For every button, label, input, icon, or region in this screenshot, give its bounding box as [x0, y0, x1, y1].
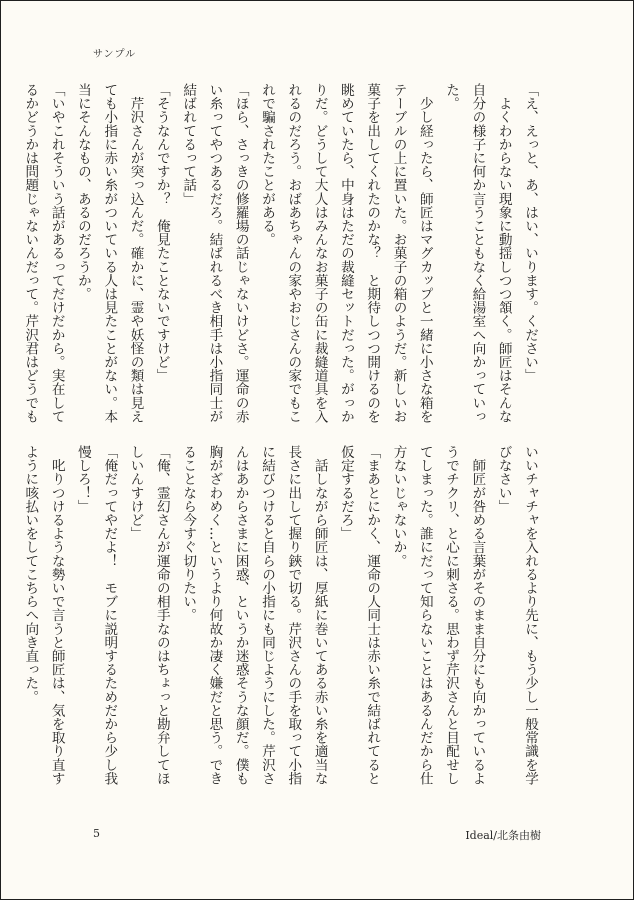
text-line: れるのだろう。おばあちゃんの家やおじさんの家でもこ	[285, 83, 302, 423]
text-line: るかどうかは問題じゃないんだって。芹沢君はどうでも	[22, 83, 39, 423]
text-line: 「俺だってやだよ！ モブに説明するためだから少し我	[101, 445, 118, 785]
text-line: 叱りつけるような勢いで言うと師匠は、気を取り直す	[48, 445, 65, 785]
text-line: に結びつけると自らの小指にも同じようにした。芹沢さ	[259, 445, 276, 785]
text-line: テーブルの上に置いた。お菓子の箱のようだ。新しいお	[390, 83, 407, 423]
page-number: 5	[93, 827, 100, 840]
text-line: 話しながら師匠は、厚紙に巻いてある赤い糸を適当な	[311, 445, 328, 785]
text-line: 師匠が咎める言葉がそのまま自分にも向かっているよ	[469, 445, 486, 785]
text-line: 方ないじゃないか。	[390, 445, 407, 568]
text-line: 慢しろ！」	[74, 445, 91, 513]
text-line: びなさい」	[495, 445, 512, 513]
text-line: 長さに出して握り鋏で切る。芹沢さんの手を取って小指	[285, 445, 302, 785]
text-line: 仮定するだろ」	[337, 445, 354, 541]
body-text-upper	[22, 83, 543, 433]
text-line: よくわからない現象に動揺しつつ頷く。師匠はそんな	[495, 83, 512, 423]
text-line: 「いやこれそういう話があるってだけだから。実在して	[48, 83, 65, 423]
text-line: た。	[443, 83, 460, 111]
text-line: ても小指に赤い糸がついている人は見たことがない。本	[101, 83, 118, 423]
text-line: 菓子を出してくれたのかな？ と期待しつつ開けるのを	[364, 83, 381, 423]
text-line: んはあからさまに困惑、というか迷惑そうな顔だ。僕も	[232, 445, 249, 785]
text-line: 眺めていたら、中身はただの裁縫セットだった。がっか	[337, 83, 354, 423]
text-line: ることなら今すぐ切りたい。	[180, 445, 197, 622]
text-line: 芹沢さんが突っ込んだ。確かに、霊や妖怪の類は見え	[127, 83, 144, 423]
text-line: 自分の様子に何か言うこともなく給湯室へ向かっていっ	[469, 83, 486, 423]
text-line: いいチャチャを入れるより先に、もう少し一般常識を学	[522, 445, 538, 785]
author-credit: Ideal/北条由樹	[465, 829, 541, 842]
text-line: てしまった。誰にだって知らないことはあるんだから仕	[416, 445, 433, 785]
text-line: れで騙されたことがある。	[259, 83, 276, 247]
text-line: 結ばれてるって話」	[180, 83, 197, 206]
text-line: うでチクリ、と心に刺さる。思わず芹沢さんと目配せし	[443, 445, 460, 785]
text-line: ように咳払いをしてこちらへ向き直った。	[22, 445, 39, 704]
text-line: い糸ってやつあるだろ。結ばれるべき相手は小指同士が	[206, 83, 223, 423]
running-head-label: サンプル	[93, 49, 137, 60]
text-line: 胸がざわめく…というより何故か凄く嫌だと思う。でき	[206, 445, 223, 785]
text-line: 「ほら、さっきの修羅場の話じゃないけどさ。運命の赤	[232, 83, 249, 423]
text-line: 「え、えっと、あ、はい、いります。ください」	[522, 83, 538, 383]
text-line: 少し経ったら、師匠はマグカップと一緒に小さな箱を	[416, 83, 433, 423]
text-line: 「そうなんですか？ 俺見たことないですけど」	[153, 83, 170, 383]
text-line: 当にそんなもの、あるのだろうか。	[74, 83, 91, 301]
text-line: 「まあとにかく、運命の人同士は赤い糸で結ばれてると	[364, 445, 381, 785]
text-line: 「俺、霊幻さんが運命の相手なのはちょっと勘弁してほ	[153, 445, 170, 785]
text-line: りだ。どうして大人はみんなお菓子の缶に裁縫道具を入	[311, 83, 328, 423]
body-text-lower	[22, 445, 543, 811]
text-line: しいんすけど」	[127, 445, 144, 541]
